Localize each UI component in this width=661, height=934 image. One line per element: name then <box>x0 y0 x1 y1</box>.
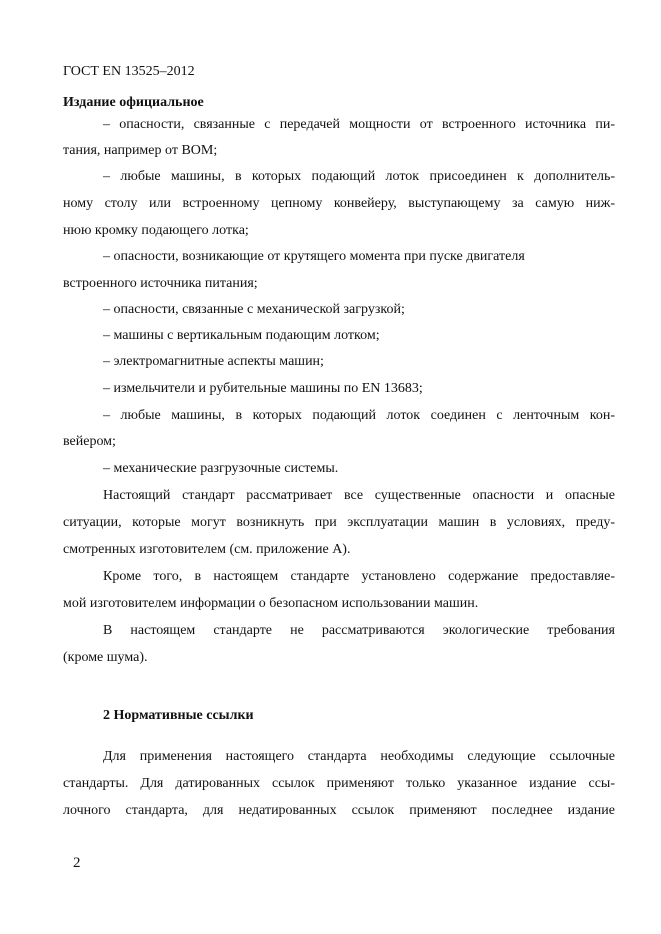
text-line: смотренных изготовителем (см. приложение А). <box>63 542 351 557</box>
text-line: – опасности, связанные с механической загрузкой; <box>103 302 405 317</box>
text-line: – опасности, связанные с передачей мощности от встроенного источника пи- <box>103 117 615 132</box>
text-line: – механические разгрузочные системы. <box>103 461 339 476</box>
text-line: Настоящий стандарт рассматривает все существенные опасности и опасные <box>103 488 615 503</box>
text-line: ситуации, которые могут возникнуть при эксплуатации машин в условиях, преду- <box>63 515 615 530</box>
text-line: вейером; <box>63 434 116 449</box>
edition-label: Издание официальное <box>63 95 204 110</box>
text-line: В настоящем стандарте не рассматриваются экологические требования <box>103 623 615 638</box>
section-heading: 2 Нормативные ссылки <box>103 708 254 723</box>
text-line: – любые машины, в которых подающий лоток соединен с ленточным кон- <box>103 408 615 423</box>
text-line: – измельчители и рубительные машины по EN 13683; <box>103 381 423 396</box>
standard-code: ГОСТ EN 13525–2012 <box>63 64 195 79</box>
text-line: Для применения настоящего стандарта необходимы следующие ссылочные <box>103 749 615 764</box>
page-number: 2 <box>73 855 81 871</box>
text-line: стандарты. Для датированных ссылок применяют только указанное издание ссы- <box>63 776 615 791</box>
text-line: лочного стандарта, для недатированных ссылок применяют последнее издание <box>63 803 615 818</box>
text-line: – любые машины, в которых подающий лоток присоединен к дополнитель- <box>103 169 615 184</box>
text-line: – опасности, возникающие от крутящего момента при пуске двигателя <box>103 249 525 264</box>
text-line: Кроме того, в настоящем стандарте установлено содержание предоставляе- <box>103 569 615 584</box>
text-line: тания, например от ВОМ; <box>63 143 218 158</box>
text-line: (кроме шума). <box>63 650 148 665</box>
text-line: – электромагнитные аспекты машин; <box>103 354 324 369</box>
text-line: встроенного источника питания; <box>63 276 258 291</box>
text-line: ному столу или встроенному цепному конвейеру, выступающему за самую ниж- <box>63 196 615 211</box>
text-line: – машины с вертикальным подающим лотком; <box>103 328 380 343</box>
text-line: мой изготовителем информации о безопасном использовании машин. <box>63 596 479 611</box>
text-line: нюю кромку подающего лотка; <box>63 223 249 238</box>
